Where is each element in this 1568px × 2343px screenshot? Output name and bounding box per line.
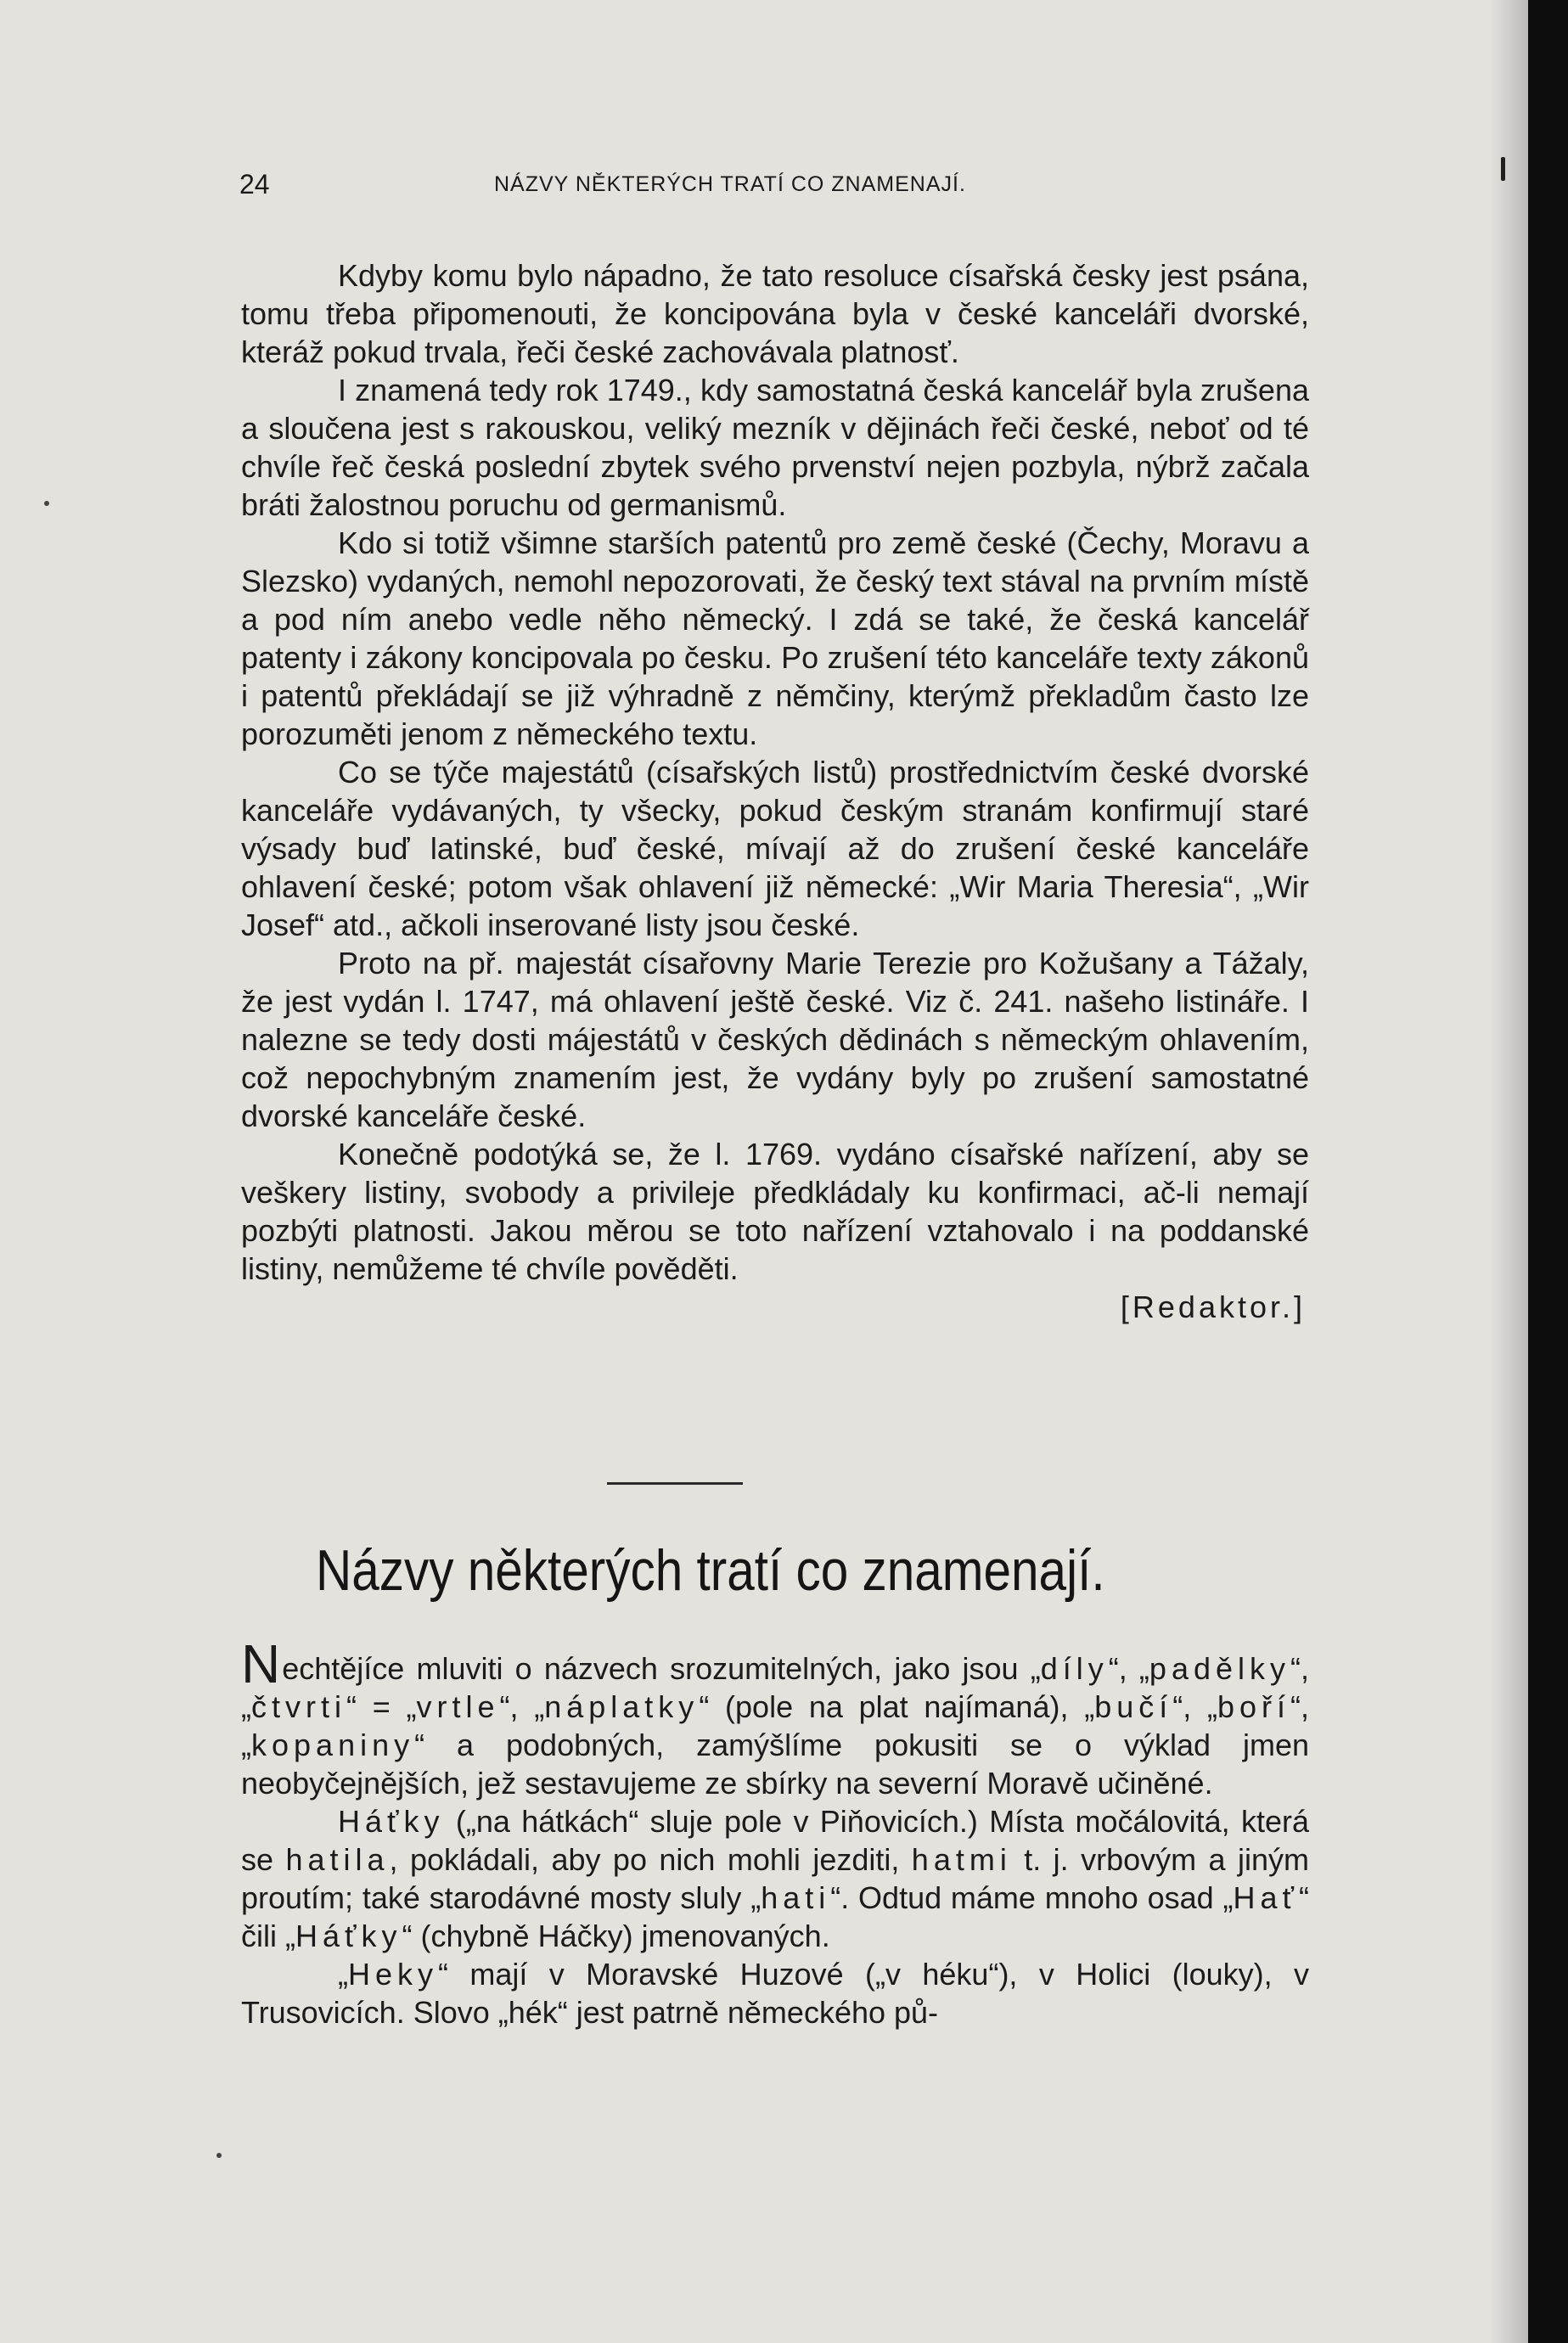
page-edge: [1528, 0, 1568, 2343]
paragraph: Kdyby komu bylo nápadno, že tato resoluce císařská česky jest psána, tomu třeba připomenouti, že koncipována byla v české kanceláři dvorské, kteráž pokud trvala, řeči české zachovávala platnosť.: [241, 258, 1309, 369]
running-head: NÁZVY NĚKTERÝCH TRATÍ CO ZNAMENAJÍ.: [494, 172, 966, 196]
spaced-term: kopaniny: [251, 1728, 415, 1762]
article-body: [241, 1633, 1310, 2031]
spaced-term: náplatky: [544, 1689, 700, 1724]
spaced-term: boří: [1217, 1689, 1290, 1724]
article-paragraph: Háťky („na hátkách“ sluje pole v Piňovicích.) Místa močálovitá, která se hatila, pokládali, aby po nich mohli jezditi, hatmi t. j. vrbovým a jiným proutím; také starodávné mosty sluly „hati“. Odtud máme mnoho osad „Hať“ čili „Háťky“ (chybně Háčky) jmenovaných.: [241, 1804, 1309, 1953]
spaced-term: Heky: [348, 1957, 439, 1992]
spaced-term: padělky: [1149, 1651, 1291, 1686]
scan-speck: [216, 2153, 222, 2158]
drop-cap: N: [241, 1633, 281, 1694]
scan-speck: [44, 501, 49, 506]
spaced-term: hati: [761, 1880, 831, 1915]
spaced-term: bučí: [1094, 1689, 1173, 1724]
page-gutter-shadow: [1490, 0, 1528, 2343]
article-paragraph: Nechtějíce mluviti o názvech srozumitelných, jako jsou „díly“, „padělky“, „čtvrti“ = „vrtle“, „náplatky“ (pole na plat najímaná), „bučí“, „boří“, „kopaniny“ a podobných, zamýšlíme pokusiti se o výklad jmen neobyčejnějších, jež sestavujeme ze sbírky na severní Moravě učiněné.: [241, 1633, 1310, 1801]
paragraph: I znamená tedy rok 1749., kdy samostatná česká kancelář byla zrušena a sloučena jest s rakouskou, veliký mezník v dějinách řeči české, neboť od té chvíle řeč česká poslední zbytek svého prvenství nejen pozbyla, nýbrž začala bráti žalostnou poruchu od germanismů.: [241, 373, 1309, 522]
article-paragraph: „Heky“ mají v Moravské Huzové („v héku“), v Holici (louky), v Trusovicích. Slovo „hék“ jest patrně německého pů-: [241, 1957, 1309, 2030]
spaced-term: díly: [1040, 1651, 1109, 1686]
article-title: Názvy některých tratí co znamenají.: [316, 1538, 1105, 1603]
paragraph: Kdo si totiž všimne starších patentů pro země české (Čechy, Moravu a Slezsko) vydaných, nemohl nepozorovati, že český text stával na prvním místě a pod ním anebo vedle něho německý. I zdá se také, že česká kancelář patenty i zákony koncipovala po česku. Po zrušení této kanceláře texty zákonů i patentů překládají se již výhradně z němčiny, kterýmž překladům často lze porozuměti jenom z německého textu.: [241, 525, 1309, 751]
spaced-term: vrtle: [416, 1689, 500, 1724]
paragraph: Konečně podotýká se, že l. 1769. vydáno císařské nařízení, aby se veškery listiny, svobody a privileje předkládaly ku konfirmaci, ač-li nemají pozbýti platnosti. Jakou měrou se toto nařízení vztahovalo i na poddanské listiny, nemůžeme té chvíle pověděti.: [241, 1137, 1309, 1286]
spaced-term: Háťky: [338, 1804, 445, 1839]
section-body: [241, 256, 1309, 1326]
signature: [Redaktor.]: [1120, 1289, 1306, 1324]
spaced-term: hatila: [285, 1842, 390, 1877]
section-divider: [607, 1482, 743, 1485]
spaced-term: Hať: [1233, 1880, 1299, 1915]
page-number: 24: [239, 169, 270, 199]
spaced-term: hatmi: [911, 1842, 1012, 1877]
spaced-term: Háťky: [295, 1919, 402, 1953]
page-header: [239, 166, 1309, 208]
paragraph: Co se týče majestátů (císařských listů) prostřednictvím české dvorské kanceláře vydávaných, ty všecky, pokud českým stranám konfirmují staré výsady buď latinské, buď české, mívají až do zrušení české kanceláře ohlavení české; potom však ohlavení již německé: „Wir Maria Theresia“, „Wir Josef“ atd., ačkoli inserované listy jsou české.: [241, 755, 1309, 942]
paragraph: Proto na př. majestát císařovny Marie Terezie pro Kožušany a Tážaly, že jest vydán l. 1747, má ohlavení ještě české. Viz č. 241. našeho listináře. I nalezne se tedy dosti májestátů v českých dědinách s německým ohlavením, což nepochybným znamením jest, že vydány byly po zrušení samostatné dvorské kanceláře české.: [241, 946, 1309, 1133]
spaced-term: čtvrti: [251, 1689, 346, 1724]
